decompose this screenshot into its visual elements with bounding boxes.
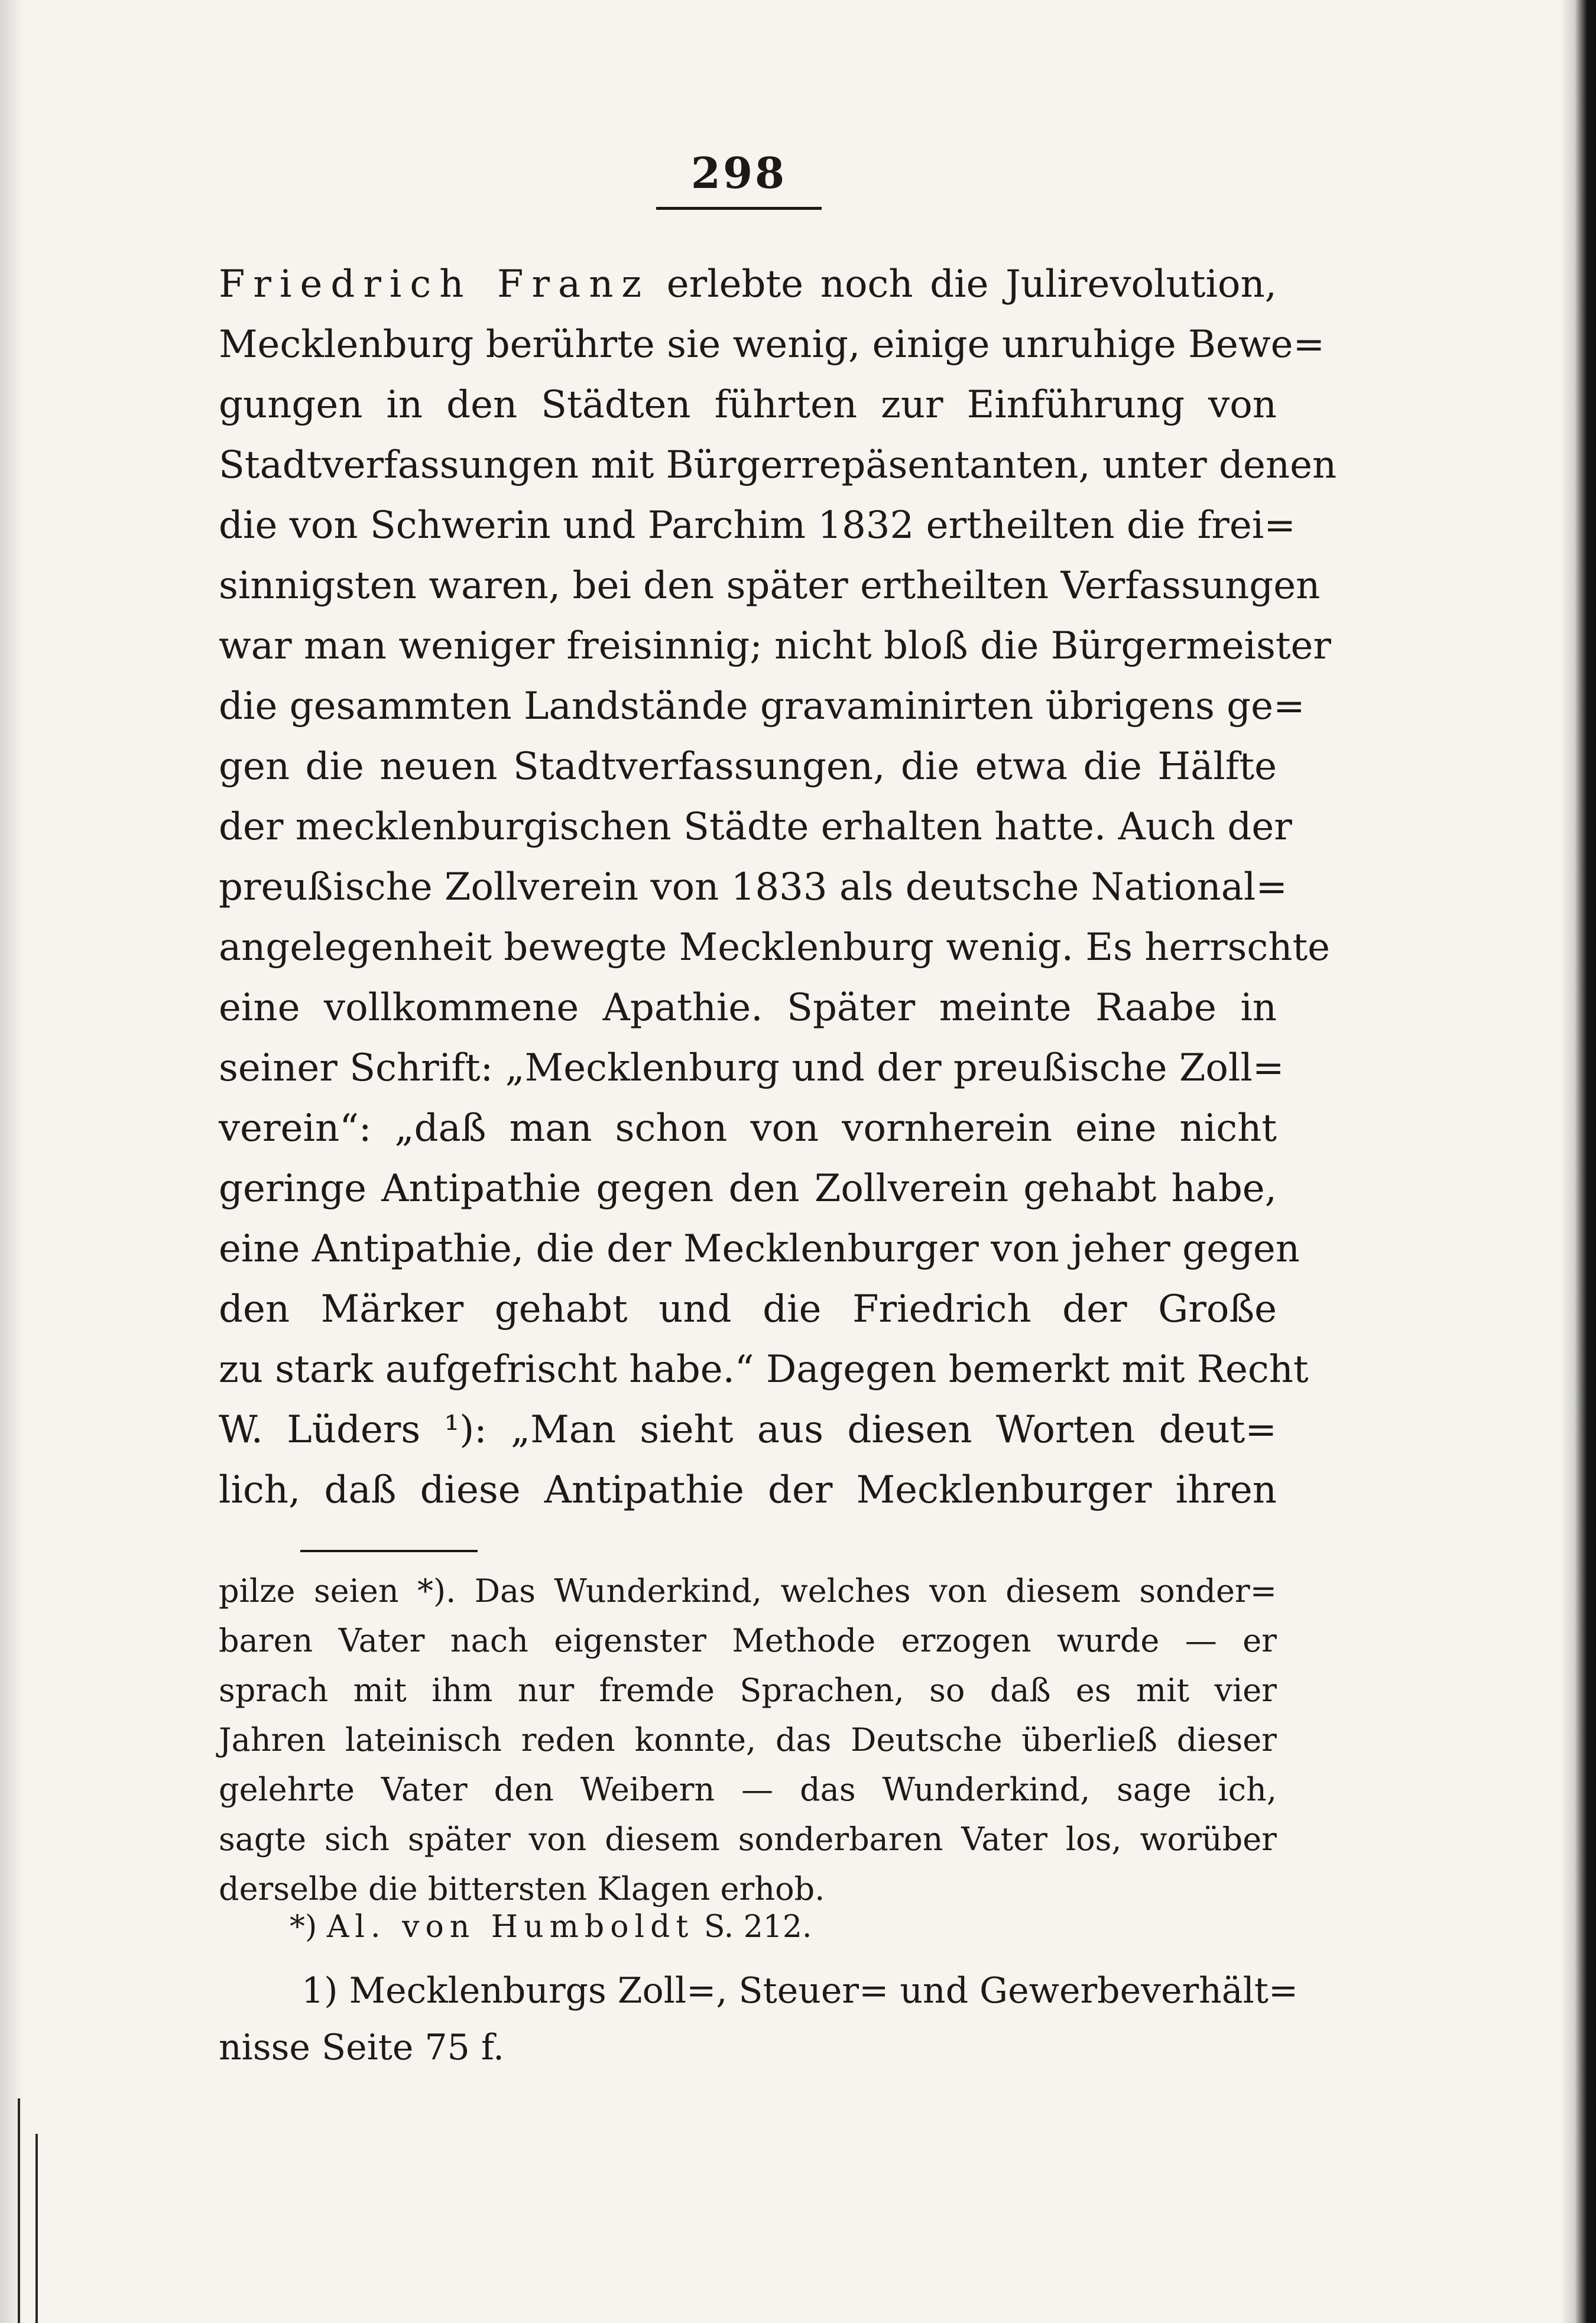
text-line: W. Lüders ¹): „Man sieht aus diesen Worten deut= — [219, 1408, 1277, 1452]
text-line: gungen in den Städten führten zur Einführung von — [219, 383, 1277, 427]
text-line: war man weniger freisinnig; nicht bloß die Bürgermeister — [219, 624, 1331, 668]
main-text-block — [219, 254, 1337, 1520]
text-line: eine Antipathie, die der Mecklenburger von jeher gegen — [219, 1227, 1300, 1271]
text-line: angelegenheit bewegte Mecklenburg wenig. Es herrschte — [219, 926, 1331, 969]
text-line: Mecklenburg berührte sie wenig, einige unruhige Bewe= — [219, 323, 1325, 366]
footnote-line: gelehrte Vater den Weibern — das Wunderkind, sage ich, — [219, 1771, 1277, 1808]
text-line: preußische Zollverein von 1833 als deutsche National= — [219, 865, 1287, 909]
text-line: geringe Antipathie gegen den Zollverein gehabt habe, — [219, 1167, 1277, 1211]
text-line: Stadtverfassungen mit Bürgerrepäsentanten, unter denen — [219, 443, 1337, 487]
text-line: eine vollkommene Apathie. Später meinte Raabe in — [219, 986, 1277, 1030]
text-line: zu stark aufgefrischt habe.“ Dagegen bemerkt mit Recht — [219, 1348, 1309, 1391]
spaced-name: Friedrich Franz — [219, 262, 650, 306]
footnote-line: nisse Seite 75 f. — [219, 2027, 505, 2068]
footnote-mark: *) — [290, 1909, 317, 1945]
text-line: gen die neuen Stadtverfassungen, die etwa die Hälfte — [219, 745, 1277, 789]
footnote-line: pilze seien *). Das Wunderkind, welches von diesem sonder= — [219, 1572, 1277, 1610]
text-line: den Märker gehabt und die Friedrich der Große — [219, 1287, 1277, 1331]
scan-mark — [35, 2134, 38, 2323]
footnote-separator — [300, 1550, 478, 1552]
footnote-line: 1) Mecklenburgs Zoll=, Steuer= und Gewerbeverhält= — [301, 1970, 1299, 2011]
footnote-line: derselbe die bittersten Klagen erhob. — [219, 1870, 825, 1907]
footnote-line: sprach mit ihm nur fremde Sprachen, so daß es mit vier — [219, 1672, 1277, 1709]
page-number: 298 — [690, 148, 787, 198]
text-line: die von Schwerin und Parchim 1832 ertheilten die frei= — [219, 504, 1296, 547]
text-line: lich, daß diese Antipathie der Mecklenburger ihren — [219, 1468, 1277, 1512]
footnote-line: sagte sich später von diesem sonderbaren Vater los, worüber — [219, 1821, 1277, 1858]
text-line: Friedrich Franz erlebte noch die Julirevolution, — [219, 262, 1277, 306]
text-line: die gesammten Landstände gravaminirten übrigens ge= — [219, 684, 1305, 728]
text-line: sinnigsten waren, bei den später ertheilten Verfassungen — [219, 564, 1321, 608]
scan-mark — [18, 2098, 20, 2323]
page-binding-edge — [1561, 0, 1596, 2323]
page-left-shadow — [0, 0, 24, 2323]
footnote-one-block — [219, 1962, 1299, 2076]
margin-scan-marks — [18, 2098, 53, 2323]
page-number-underline — [656, 207, 822, 210]
footnote-line: baren Vater nach eigenster Methode erzogen wurde — er — [219, 1622, 1277, 1659]
footnote-author: Al. von Humboldt — [326, 1909, 695, 1945]
footnote-block — [219, 1566, 1277, 1914]
text-line: der mecklenburgischen Städte erhalten hatte. Auch der — [219, 805, 1292, 849]
text-line: verein“: „daß man schon von vornherein eine nicht — [219, 1107, 1277, 1150]
footnote-reference — [290, 1906, 812, 1948]
text-line: seiner Schrift: „Mecklenburg und der preußische Zoll= — [219, 1046, 1284, 1090]
footnote-page-ref: S. 212. — [703, 1909, 812, 1945]
footnote-line: Jahren lateinisch reden konnte, das Deutsche überließ dieser — [219, 1721, 1277, 1759]
